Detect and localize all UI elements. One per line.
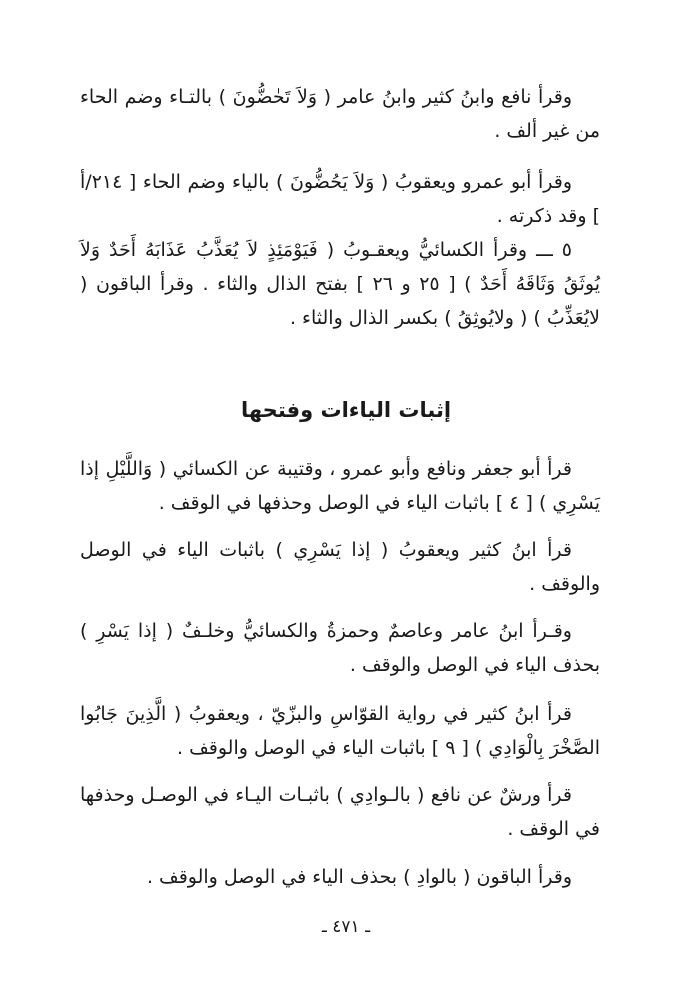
paragraph-yasri-wasl: قرأ أبو جعفر ونافع وأبو عمرو ، وقتيبة عن الكسائي ( وَاللَّيْلِ إذا يَسْرِي ) [ ٤ ] باثبات الياء في الوصل وحذفها في الوقف . [80, 458, 600, 514]
page-number: ـ ٤٧١ ـ [321, 917, 371, 937]
paragraph-wadi-baqun: وقرأ الباقون ( بالوادِ ) بحذف الياء في الوصل والوقف . [146, 866, 572, 888]
paragraph-wadi-ibn-kathir: قرأ ابنُ كثير في رواية القوّاسِ والبزّيّ ، ويعقوبُ ( الَّذِينَ جَابُوا الصَّخْرَ بِالْوَادِي ) [ ٩ ] باثبات الياء في الوصل والوقف . [80, 703, 600, 759]
paragraph-verse-5: ٥ ـــ وقرأ الكسائيُّ ويعقـوبُ ( فَيَوْمَئِذٍ لاَ يُعَذَّبُ عَذَابَهُ أَحَدٌ وَلاَ يُوثَقُ وَثَاقَهُ أَحَدٌ ) [ ٢٥ و ٢٦ ] بفتح الذال والثاء . وقرأ الباقون ( لايُعَذِّبُ ) ( ولايُوثِقُ ) بكسر الذال والثاء . [80, 239, 600, 329]
paragraph-wadi-warsh: قرأ ورشٌ عن نافع ( بالـوادِي ) باثبـات اليـاء في الوصـل وحذفها في الوقف . [80, 784, 600, 840]
paragraph-yasri-waqf: قرأ ابنُ كثير ويعقوبُ ( إذا يَسْرِي ) باثبات الياء في الوصل والوقف . [80, 539, 600, 595]
paragraph-yasri-hadhf: وقـرأ ابنُ عامر وعاصمٌ وحمزةُ والكسائيُّ وخلـفٌ ( إذا يَسْرِ ) بحذف الياء في الوصل والوقف . [80, 620, 600, 676]
section-heading: إثبات الياءات وفتحها [240, 398, 452, 422]
paragraph-qiraat-abu-amr: وقرأ أبو عمرو ويعقوبُ ( وَلاَ يَحُضُّونَ ) بالياء وضم الحاء [ ٢١٤/أ ] وقد ذكرته . [80, 171, 600, 227]
paragraph-qiraat-nafi: وقرأ نافع وابنُ كثير وابنُ عامر ( وَلاَ تَحٰضُّونَ ) بالتـاء وضم الحاء من غير ألف . [80, 86, 600, 142]
